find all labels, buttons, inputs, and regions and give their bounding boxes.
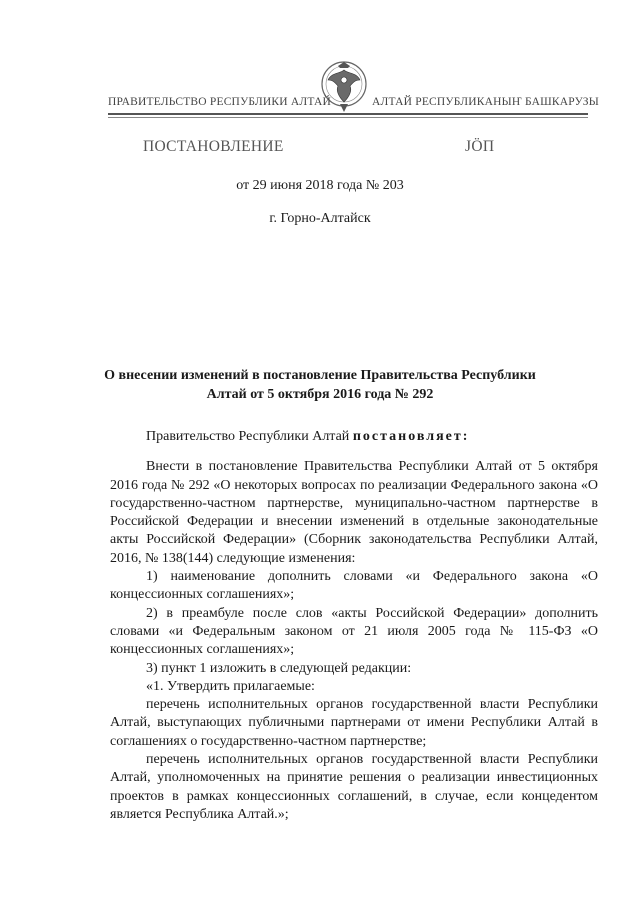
intro-paragraph	[110, 428, 598, 446]
doc-body	[110, 428, 598, 824]
header-right-text: АЛТАЙ РЕСПУБЛИКАНЫҤ БАШКАРУЗЫ	[372, 96, 599, 108]
coat-of-arms-icon	[318, 58, 370, 118]
paragraph-item-1: 1) наименование дополнить словами «и Федерального закона «О концессионных соглашениях»;	[110, 569, 598, 603]
header-rule-thick	[108, 113, 588, 115]
paragraph-approve: «1. Утвердить прилагаемые:	[146, 678, 315, 694]
intro-spaced: постановляет:	[352, 429, 470, 444]
paragraph-list-1: перечень исполнительных органов государственной власти Республики Алтай, выступающих публичными партнерами от имени Республики Алтай в соглашениях о государственно-частном партнерстве;	[110, 697, 598, 749]
doc-title: О внесении изменений в постановление Правительства Республики Алтай от 5 октября 2016 года № 292	[104, 368, 536, 402]
paragraph-main: Внести в постановление Правительства Республики Алтай от 5 октября 2016 года № 292 «О некоторых вопросах по реализации Федерального закона «О государственно-частном партнерстве, муниципально-частном партнерстве в Российской Федерации и внесении изменений в отдельные законодательные акты Российской Федерации» (Сборник законодательства Республики Алтай, 2016, № 138(144) следующие изменения:	[110, 459, 598, 566]
doc-type-left: ПОСТАНОВЛЕНИЕ	[143, 138, 284, 155]
doc-city: г. Горно-Алтайск	[269, 211, 371, 226]
doc-type-right: ЈӦП	[465, 138, 495, 155]
paragraph-list-2: перечень исполнительных органов государственной власти Республики Алтай, уполномоченных на принятие решения о реализации инвестиционных проектов в рамках концессионных соглашений, в случае, если концедентом является Республика Алтай.»;	[110, 752, 598, 822]
intro-prefix: Правительство Республики Алтай	[146, 429, 353, 444]
paragraph-item-3: 3) пункт 1 изложить в следующей редакции:	[146, 660, 412, 676]
header-left-text: ПРАВИТЕЛЬСТВО РЕСПУБЛИКИ АЛТАЙ	[108, 96, 332, 108]
paragraph-item-2: 2) в преамбуле после слов «акты Российской Федерации» дополнить словами «и Федеральным законом от 21 июля 2005 года № 115-ФЗ «О концессионных соглашениях»;	[110, 605, 598, 658]
header-rule-thin	[108, 117, 588, 118]
doc-date-number: от 29 июня 2018 года № 203	[236, 178, 404, 193]
